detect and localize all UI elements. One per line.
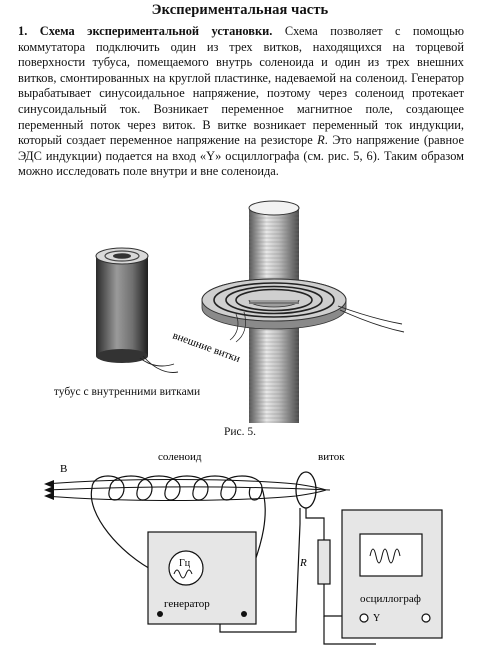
ground-terminal[interactable]	[422, 614, 430, 622]
tube-with-inner-coils	[96, 248, 178, 372]
pickup-coil	[296, 472, 316, 508]
resistor-label: R	[300, 557, 307, 569]
resistor-symbol-inline: R	[317, 133, 325, 148]
circuit-schematic	[0, 444, 480, 659]
generator-terminal-right[interactable]	[241, 611, 247, 617]
generator-label: генератор	[164, 598, 210, 610]
figure-caption: Рис. 5.	[223, 426, 257, 438]
body-paragraph	[18, 24, 464, 180]
solenoid-with-outer-coils	[202, 201, 404, 423]
generator-terminal-left[interactable]	[157, 611, 163, 617]
generator-frequency-symbol: Гц	[179, 558, 191, 569]
para-text-2: . Это напряжение (равное ЭДС индукции) подается на вход «Y» осциллографа (см. рис. 5, 6). Таким образом можно исследовать поле внутри и вне соленоида.	[18, 133, 464, 179]
oscilloscope-label: осциллограф	[360, 593, 421, 605]
b-field-label: B	[60, 463, 68, 475]
oscilloscope	[342, 510, 442, 638]
section-title: Схема экспериментальной установки.	[39, 24, 273, 38]
coil-label: виток	[318, 451, 345, 463]
oscilloscope-screen	[360, 534, 422, 576]
outer-coils-label: внешние витки	[170, 329, 242, 366]
generator	[148, 532, 256, 624]
y-input-label: Y	[373, 613, 381, 624]
section-heading: Экспериментальная часть	[151, 2, 329, 18]
section-number: 1.	[18, 24, 28, 38]
y-input-terminal[interactable]	[360, 614, 368, 622]
para-text-1: Схема позволяет с помощью коммутатора подключить один из трех витков, находящихся на торцевой поверхности тубуса, помещаемого внутрь соленоида и один из трех внешних витков, смонтированных на круглой пластинке, надеваемой на соленоид. Генератор вырабатывает синусоидальное напряжение, поэтому через соленоид протекает синусоидальный ток. Возникает переменное магнитное поле, создающее переменный поток через виток. В витке возникает переменный ток индукции, который создает переменное напряжение на резисторе	[18, 24, 464, 148]
field-lines	[44, 480, 330, 501]
solenoid-label: соленоид	[158, 451, 202, 463]
resistor	[318, 540, 330, 584]
tube-caption: тубус с внутренними витками	[53, 386, 201, 398]
